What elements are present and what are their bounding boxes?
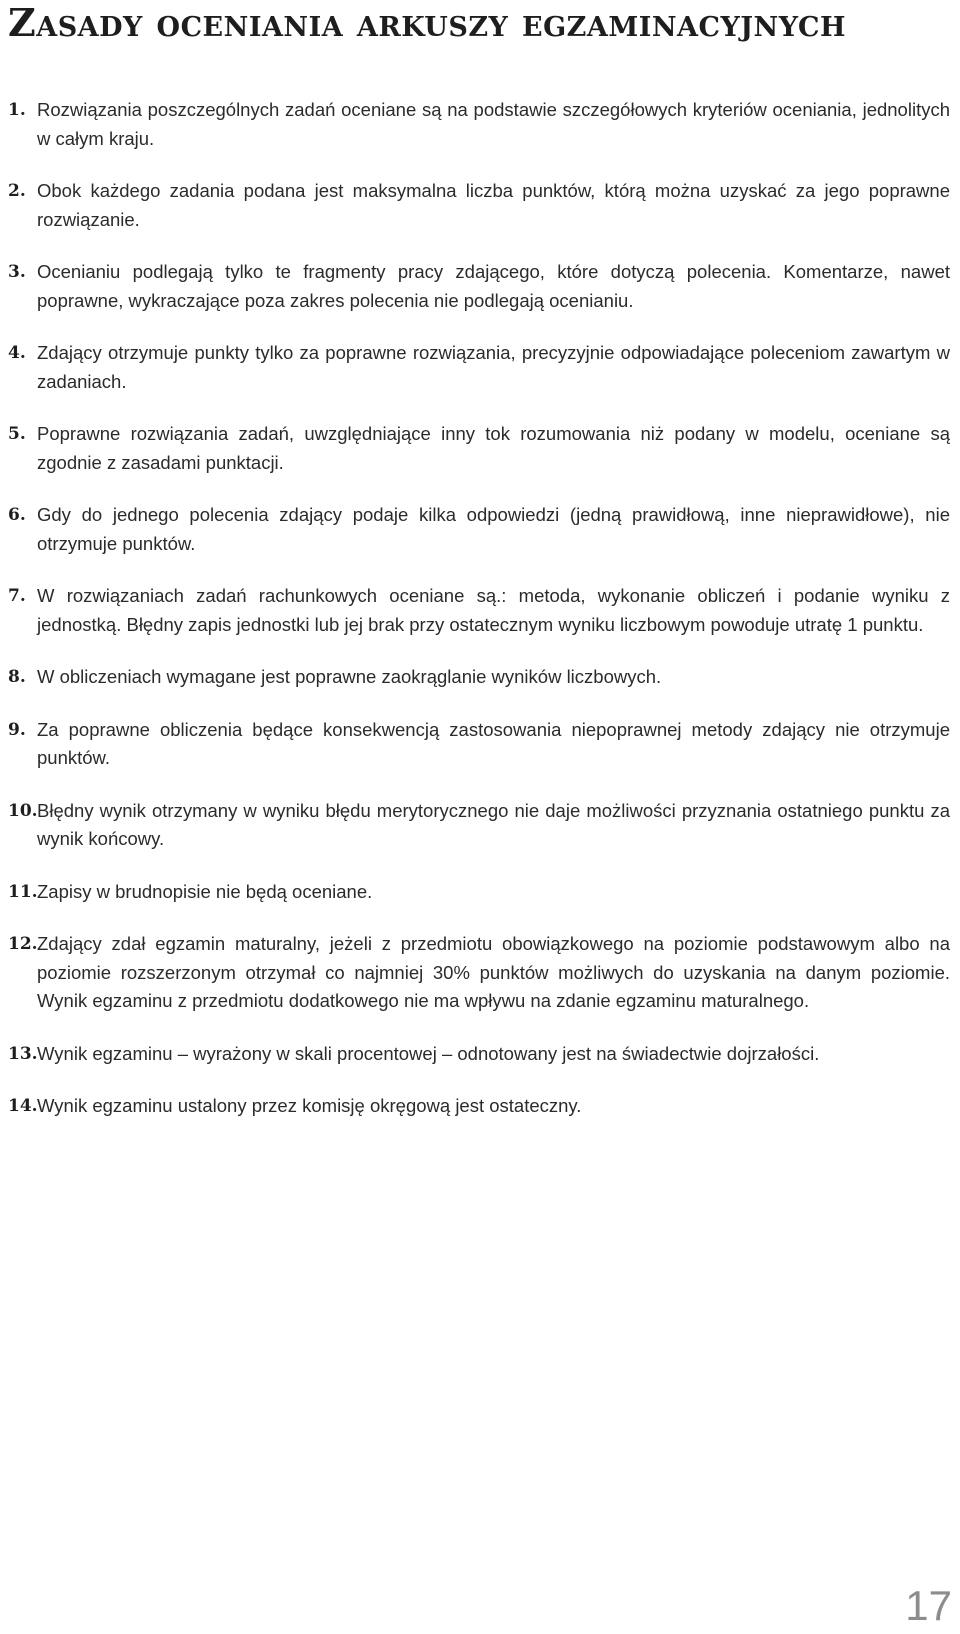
rule-text: Ocenianiu podlegają tylko te fragmenty pracy zdającego, które dotyczą polecenia. Komentarze, nawet poprawne, wykraczające poza zakres polecenia nie podlegają ocenianiu. <box>37 261 950 311</box>
rule-text: Rozwiązania poszczególnych zadań oceniane są na podstawie szczegółowych kryteriów oceniania, jednolitych w całym kraju. <box>37 99 950 149</box>
rule-number: 8. <box>8 667 26 687</box>
rule-text: Zdający otrzymuje punkty tylko za poprawne rozwiązania, precyzyjnie odpowiadające poleceniom zawartym w zadaniach. <box>37 342 950 392</box>
rule-text: Wynik egzaminu – wyrażony w skali procentowej – odnotowany jest na świadectwie dojrzałości. <box>37 1042 820 1064</box>
rule-number: 14. <box>8 1096 38 1116</box>
list-item <box>0 177 960 234</box>
rule-number: 10. <box>8 800 38 821</box>
list-item <box>0 716 960 773</box>
rule-number: 12. <box>8 934 38 954</box>
list-item <box>0 1040 960 1069</box>
rules-list <box>0 96 960 1145</box>
rule-number: 7. <box>8 586 26 606</box>
list-item <box>0 420 960 477</box>
list-item <box>0 930 960 1016</box>
list-item <box>0 663 960 692</box>
rule-text: W rozwiązaniach zadań rachunkowych oceniane są.: metoda, wykonanie obliczeń i podanie wyniku z jednostką. Błędny zapis jednostki lub jej brak przy ostatecznym wyniku liczbowym powoduje utratę 1 punktu. <box>37 585 950 635</box>
list-item <box>0 96 960 153</box>
rule-text: W obliczeniach wymagane jest poprawne zaokrąglanie wyników liczbowych. <box>37 666 662 687</box>
rule-text: Zapisy w brudnopisie nie będą oceniane. <box>37 880 373 902</box>
list-item <box>0 501 960 558</box>
page-number: 17 <box>905 1582 952 1629</box>
rule-text: Obok każdego zadania podana jest maksymalna liczba punktów, którą można uzyskać za jego poprawne rozwiązanie. <box>37 180 950 230</box>
rule-text: Zdający zdał egzamin maturalny, jeżeli z przedmiotu obowiązkowego na poziomie podstawowym albo na poziomie rozszerzonym otrzymał co najmniej 30% punktów możliwych do uzyskania na danym poziomie. Wynik egzaminu z przedmiotu dodatkowego nie ma wpływu na zdanie egzaminu maturalnego. <box>37 933 950 1011</box>
list-item <box>0 1092 960 1121</box>
rule-text: Za poprawne obliczenia będące konsekwencją zastosowania niepoprawnej metody zdający nie otrzymuje punktów. <box>37 718 950 768</box>
list-item <box>0 797 960 854</box>
rule-number: 13. <box>8 1043 38 1064</box>
rule-text: Gdy do jednego polecenia zdający podaje kilka odpowiedzi (jedną prawidłową, inne nieprawidłowe), nie otrzymuje punktów. <box>37 504 950 554</box>
rule-number: 3. <box>8 262 26 282</box>
rule-text: Poprawne rozwiązania zadań, uwzględniające inny tok rozumowania niż podany w modelu, oceniane są zgodnie z zasadami punktacji. <box>37 423 950 473</box>
rule-number: 5. <box>8 424 26 444</box>
rule-number: 11. <box>8 881 38 902</box>
rule-number: 4. <box>8 343 26 363</box>
list-item <box>0 339 960 396</box>
rule-number: 1. <box>8 100 26 120</box>
list-item <box>0 878 960 907</box>
rule-number: 9. <box>8 719 26 740</box>
page-title: Zasady oceniania arkuszy egzaminacyjnych <box>8 0 846 45</box>
rule-text: Wynik egzaminu ustalony przez komisję okręgową jest ostateczny. <box>37 1095 582 1116</box>
rule-number: 2. <box>8 181 26 201</box>
rule-number: 6. <box>8 505 26 525</box>
rule-text: Błędny wynik otrzymany w wyniku błędu merytorycznego nie daje możliwości przyznania ostatniego punktu za wynik końcowy. <box>37 799 950 849</box>
list-item <box>0 258 960 315</box>
list-item <box>0 582 960 639</box>
